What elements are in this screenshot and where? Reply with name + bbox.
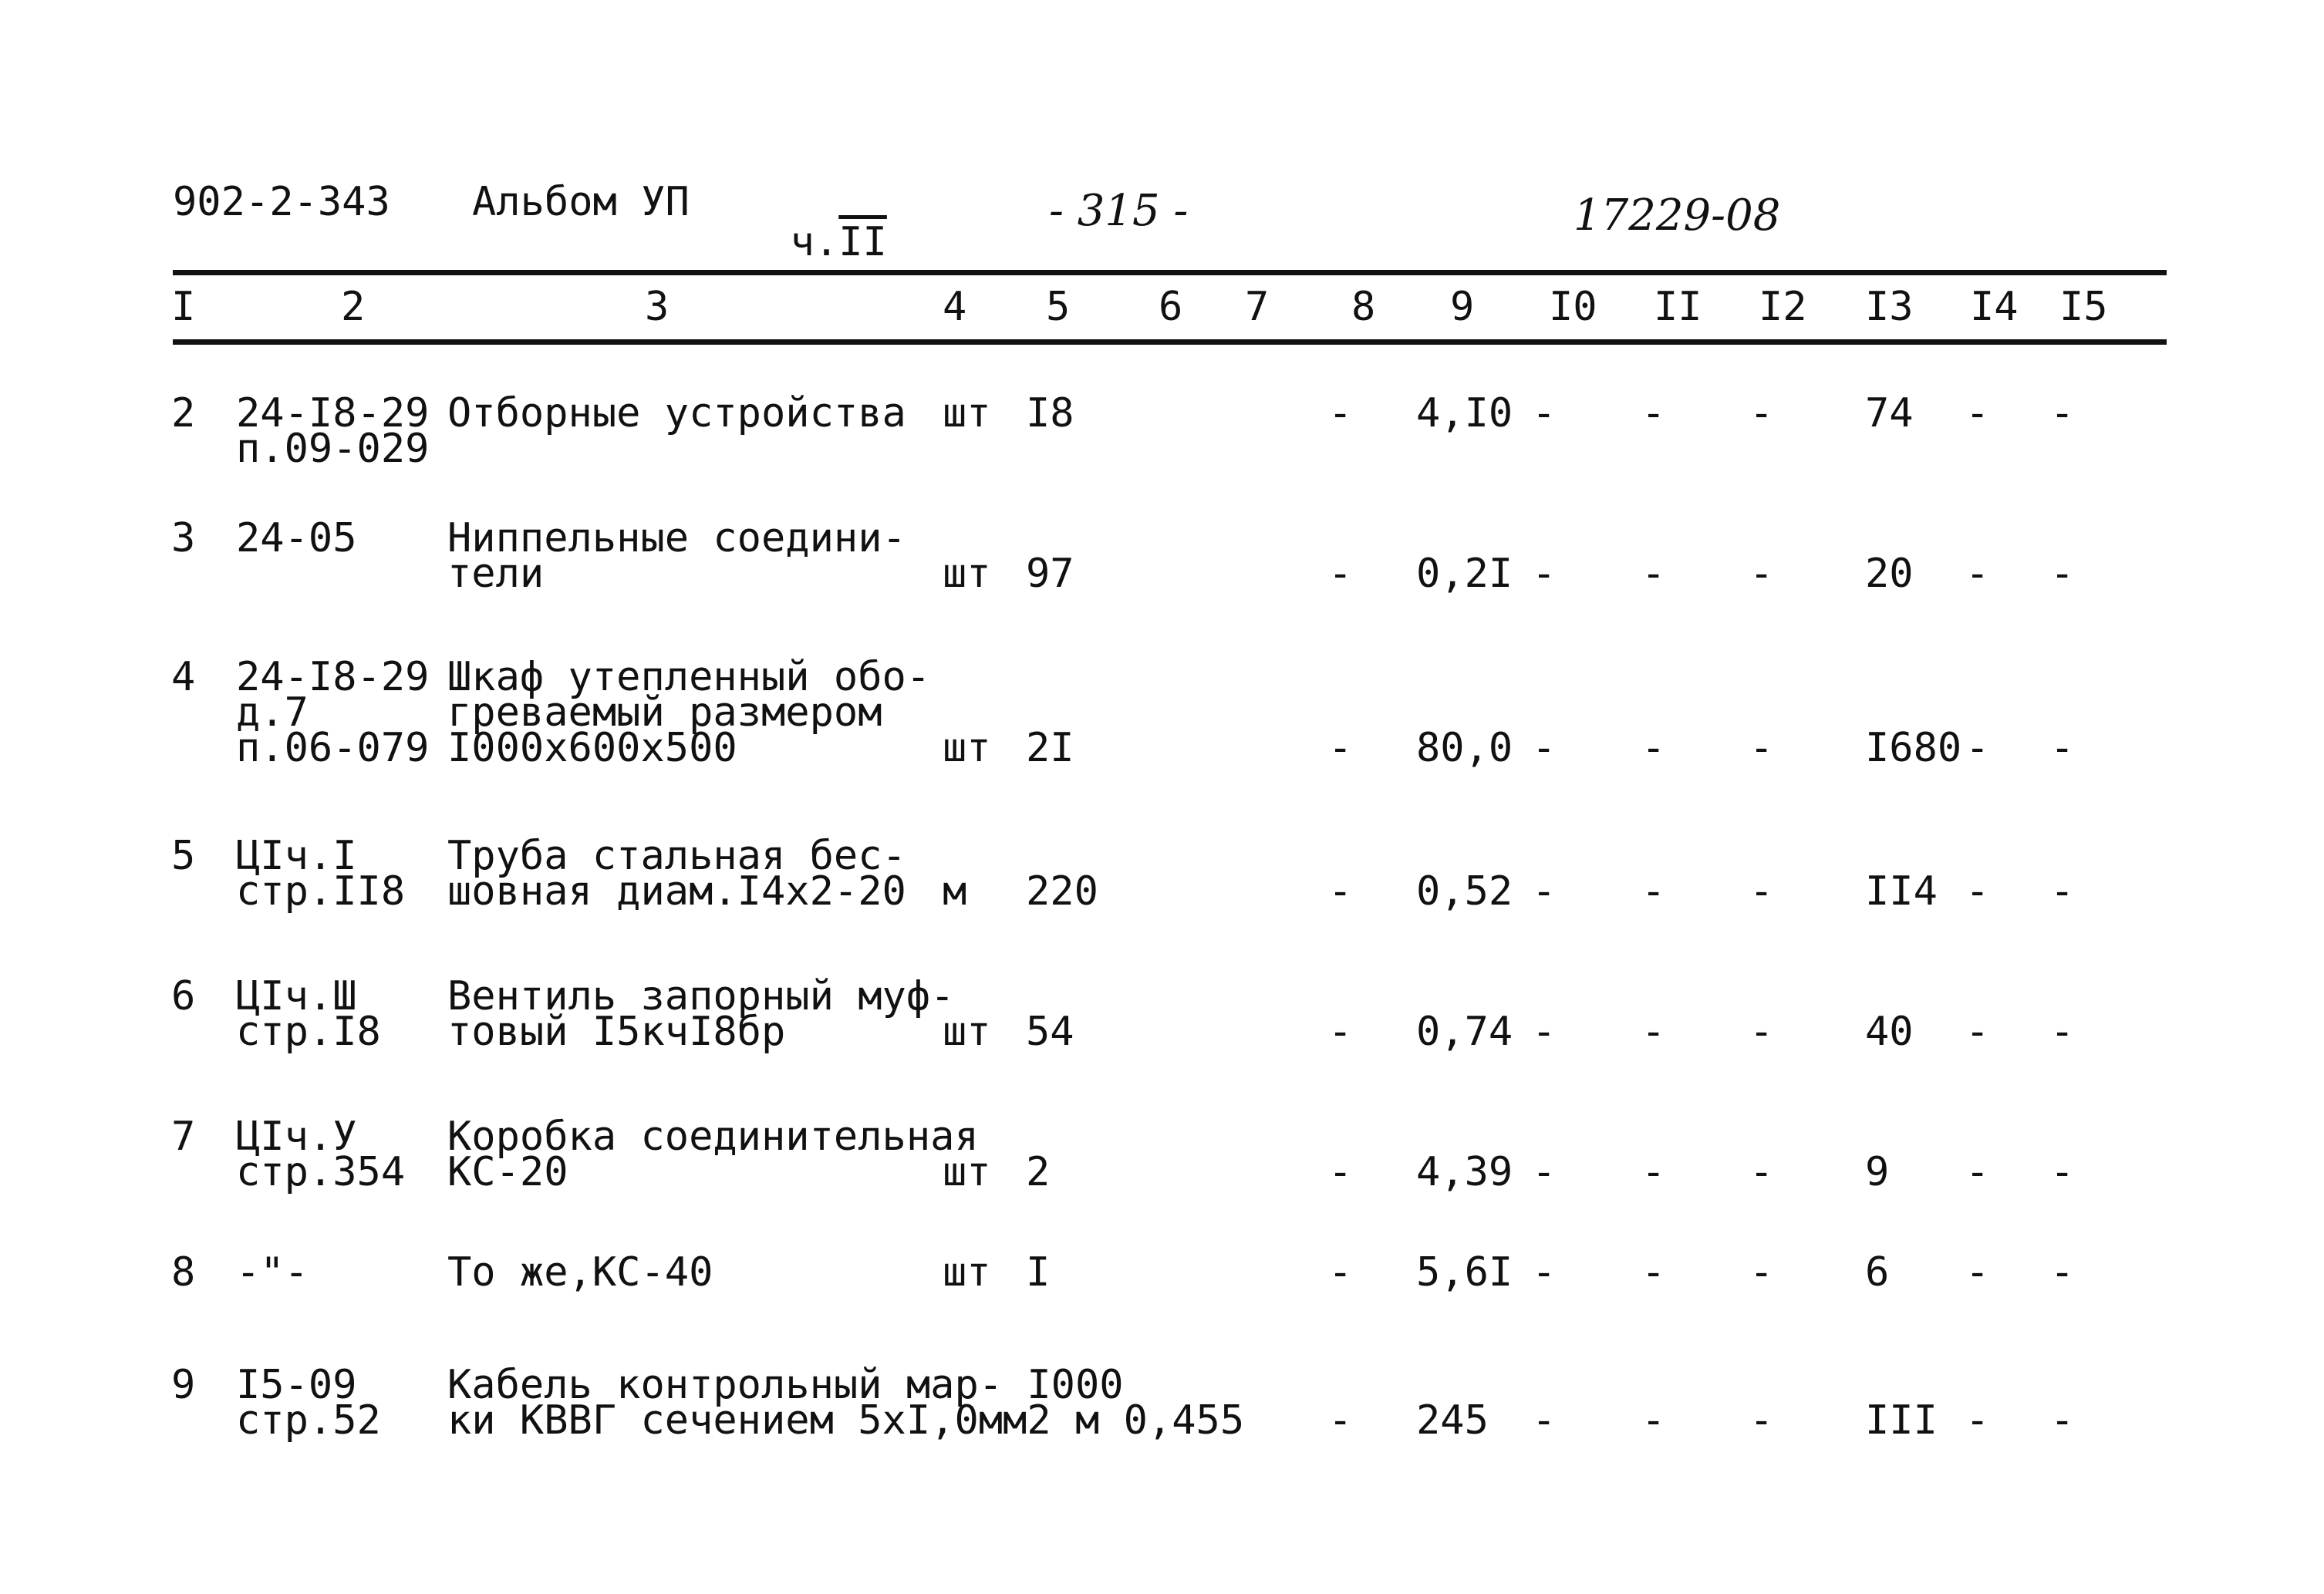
header-bottom-rule bbox=[173, 339, 2167, 345]
row-number: 8 bbox=[171, 1249, 196, 1296]
col10-cell: - bbox=[1532, 1009, 1557, 1055]
reference-line: ЦIч.Ш bbox=[236, 973, 357, 1019]
reference-line: стр.II8 bbox=[236, 868, 406, 915]
column-number-2: 2 bbox=[341, 284, 366, 330]
col15-cell: - bbox=[2050, 1149, 2075, 1195]
reference-line: 24-I8-29 bbox=[236, 654, 430, 700]
col12-cell: - bbox=[1749, 1249, 1774, 1296]
reference-line: -"- bbox=[236, 1249, 309, 1296]
row-number: 6 bbox=[171, 973, 196, 1019]
quantity-cell: 220 bbox=[1026, 868, 1098, 915]
quantity-cell: 2 bbox=[1026, 1149, 1051, 1195]
col15-cell: - bbox=[2050, 1249, 2075, 1296]
col8-cell: - bbox=[1328, 390, 1353, 436]
item-name-line: товый I5кчI8бр bbox=[447, 1009, 786, 1055]
col14-cell: - bbox=[1965, 1149, 1990, 1195]
col8-cell: - bbox=[1328, 1249, 1353, 1296]
quantity-cell: 2I bbox=[1026, 725, 1074, 771]
col8-cell: - bbox=[1328, 1149, 1353, 1195]
col11-cell: - bbox=[1641, 1249, 1666, 1296]
reference-line: 24-I8-29 bbox=[236, 390, 430, 436]
item-name-line: Кабель контрольный мар- I000 bbox=[447, 1362, 1124, 1408]
item-name-line: Вентиль запорный муф- bbox=[447, 973, 955, 1019]
col8-cell: - bbox=[1328, 1009, 1353, 1055]
column-number-12: I2 bbox=[1759, 284, 1807, 330]
document-code: 902-2-343 bbox=[173, 179, 390, 225]
column-number-4: 4 bbox=[943, 284, 967, 330]
col15-cell: - bbox=[2050, 551, 2075, 597]
col10-cell: - bbox=[1532, 868, 1557, 915]
col11-cell: - bbox=[1641, 1149, 1666, 1195]
col10-cell: - bbox=[1532, 1149, 1557, 1195]
item-name-line: ки КВВГ сечением 5xI,0мм2 м 0,455 bbox=[447, 1397, 1245, 1444]
column-number-3: 3 bbox=[645, 284, 670, 330]
item-name-line: греваемый размером bbox=[447, 689, 882, 736]
col14-cell: - bbox=[1965, 868, 1990, 915]
reference-line: 24-05 bbox=[236, 515, 357, 561]
column-number-15: I5 bbox=[2059, 284, 2108, 330]
col13-cell: 9 bbox=[1865, 1149, 1890, 1195]
column-number-1: I bbox=[171, 284, 196, 330]
col15-cell: - bbox=[2050, 725, 2075, 771]
unit-cell: шт bbox=[943, 1249, 991, 1296]
item-name-line: тели bbox=[447, 551, 545, 597]
col15-cell: - bbox=[2050, 1397, 2075, 1444]
quantity-cell: 97 bbox=[1026, 551, 1074, 597]
col14-cell: - bbox=[1965, 725, 1990, 771]
row-number: 7 bbox=[171, 1114, 196, 1160]
unit-cell: шт bbox=[943, 725, 991, 771]
col10-cell: - bbox=[1532, 390, 1557, 436]
page-number: - 315 - bbox=[1049, 186, 1189, 236]
col12-cell: - bbox=[1749, 868, 1774, 915]
col15-cell: - bbox=[2050, 390, 2075, 436]
reference-line: п.09-029 bbox=[236, 426, 430, 472]
col14-cell: - bbox=[1965, 1009, 1990, 1055]
column-number-11: II bbox=[1654, 284, 1702, 330]
row-number: 4 bbox=[171, 654, 196, 700]
column-number-13: I3 bbox=[1865, 284, 1914, 330]
col10-cell: - bbox=[1532, 725, 1557, 771]
item-name-line: Ниппельные соедини- bbox=[447, 515, 906, 561]
col13-cell: 20 bbox=[1865, 551, 1914, 597]
col10-cell: - bbox=[1532, 551, 1557, 597]
item-name-line: Коробка соединительная bbox=[447, 1114, 979, 1160]
col9-cell: 245 bbox=[1416, 1397, 1489, 1444]
col12-cell: - bbox=[1749, 725, 1774, 771]
col12-cell: - bbox=[1749, 1149, 1774, 1195]
header-top-rule bbox=[173, 270, 2167, 275]
col9-cell: 4,39 bbox=[1416, 1149, 1513, 1195]
item-name-line: Труба стальная бес- bbox=[447, 833, 906, 879]
col13-cell: I680 bbox=[1865, 725, 1962, 771]
col13-cell: II4 bbox=[1865, 868, 1938, 915]
col11-cell: - bbox=[1641, 1009, 1666, 1055]
part-prefix: ч. bbox=[790, 219, 839, 265]
col10-cell: - bbox=[1532, 1397, 1557, 1444]
col14-cell: - bbox=[1965, 1397, 1990, 1444]
item-name-line: Шкаф утепленный обо- bbox=[447, 654, 931, 700]
reference-line: стр.52 bbox=[236, 1397, 381, 1444]
reference-line: ЦIч.У bbox=[236, 1114, 357, 1160]
part-number: $\overline{II}$ bbox=[838, 219, 887, 265]
part-label bbox=[742, 182, 887, 265]
quantity-cell: I8 bbox=[1026, 390, 1074, 436]
column-number-7: 7 bbox=[1245, 284, 1270, 330]
col13-cell: III bbox=[1865, 1397, 1938, 1444]
reference-line: I5-09 bbox=[236, 1362, 357, 1408]
unit-cell: шт bbox=[943, 1149, 991, 1195]
col12-cell: - bbox=[1749, 551, 1774, 597]
col11-cell: - bbox=[1641, 1397, 1666, 1444]
col9-cell: 0,2I bbox=[1416, 551, 1513, 597]
item-name-line: Отборные устройства bbox=[447, 390, 906, 436]
col9-cell: 4,I0 bbox=[1416, 390, 1513, 436]
reference-line: ЦIч.I bbox=[236, 833, 357, 879]
col12-cell: - bbox=[1749, 390, 1774, 436]
reference-line: д.7 bbox=[236, 689, 309, 736]
item-name-line: То же,КС-40 bbox=[447, 1249, 713, 1296]
col14-cell: - bbox=[1965, 1249, 1990, 1296]
album-label: Альбом УП bbox=[472, 179, 690, 225]
col12-cell: - bbox=[1749, 1397, 1774, 1444]
col14-cell: - bbox=[1965, 390, 1990, 436]
col12-cell: - bbox=[1749, 1009, 1774, 1055]
col8-cell: - bbox=[1328, 725, 1353, 771]
column-number-6: 6 bbox=[1159, 284, 1183, 330]
item-name-line: шовная диам.I4x2-20 bbox=[447, 868, 906, 915]
inventory-number: 17229-08 bbox=[1574, 190, 1781, 241]
col9-cell: 5,6I bbox=[1416, 1249, 1513, 1296]
reference-line: стр.354 bbox=[236, 1149, 406, 1195]
col11-cell: - bbox=[1641, 390, 1666, 436]
column-number-8: 8 bbox=[1351, 284, 1376, 330]
unit-cell: шт bbox=[943, 551, 991, 597]
column-number-5: 5 bbox=[1046, 284, 1071, 330]
quantity-cell: I bbox=[1026, 1249, 1051, 1296]
reference-line: п.06-079 bbox=[236, 725, 430, 771]
col14-cell: - bbox=[1965, 551, 1990, 597]
col8-cell: - bbox=[1328, 1397, 1353, 1444]
column-number-14: I4 bbox=[1970, 284, 2019, 330]
col8-cell: - bbox=[1328, 551, 1353, 597]
column-number-9: 9 bbox=[1450, 284, 1475, 330]
col10-cell: - bbox=[1532, 1249, 1557, 1296]
col9-cell: 80,0 bbox=[1416, 725, 1513, 771]
col9-cell: 0,52 bbox=[1416, 868, 1513, 915]
unit-cell: м bbox=[943, 868, 967, 915]
col13-cell: 74 bbox=[1865, 390, 1914, 436]
col15-cell: - bbox=[2050, 868, 2075, 915]
row-number: 2 bbox=[171, 390, 196, 436]
col11-cell: - bbox=[1641, 868, 1666, 915]
col9-cell: 0,74 bbox=[1416, 1009, 1513, 1055]
item-name-line: КС-20 bbox=[447, 1149, 568, 1195]
col11-cell: - bbox=[1641, 551, 1666, 597]
quantity-cell: 54 bbox=[1026, 1009, 1074, 1055]
unit-cell: шт bbox=[943, 390, 991, 436]
col15-cell: - bbox=[2050, 1009, 2075, 1055]
col11-cell: - bbox=[1641, 725, 1666, 771]
row-number: 9 bbox=[171, 1362, 196, 1408]
row-number: 5 bbox=[171, 833, 196, 879]
col13-cell: 6 bbox=[1865, 1249, 1890, 1296]
column-number-10: I0 bbox=[1549, 284, 1597, 330]
unit-cell: шт bbox=[943, 1009, 991, 1055]
item-name-line: I000x600x500 bbox=[447, 725, 737, 771]
row-number: 3 bbox=[171, 515, 196, 561]
col13-cell: 40 bbox=[1865, 1009, 1914, 1055]
col8-cell: - bbox=[1328, 868, 1353, 915]
reference-line: стр.I8 bbox=[236, 1009, 381, 1055]
